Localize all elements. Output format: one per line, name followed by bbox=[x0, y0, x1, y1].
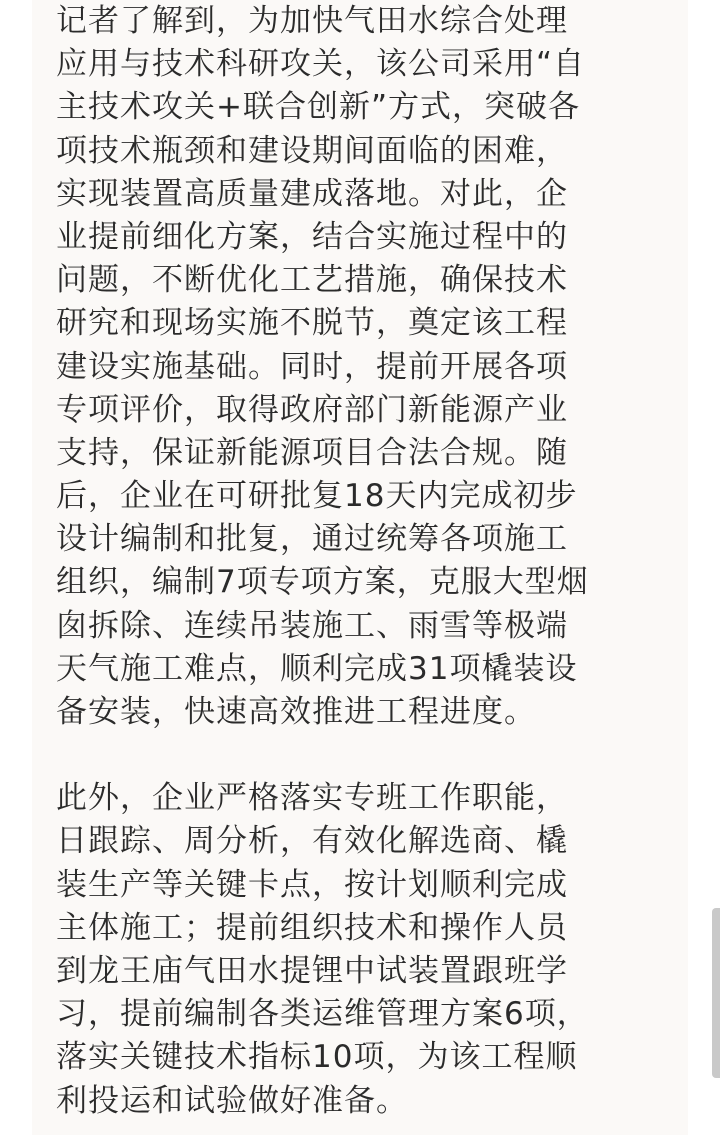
paragraph-line: 应用与技术科研攻关，该公司采用“自 bbox=[56, 46, 586, 83]
paragraph-line: 研究和现场实施不脱节，奠定该工程 bbox=[56, 305, 568, 342]
article-body bbox=[56, 0, 616, 1123]
paragraph-line: 专项评价，取得政府部门新能源产业 bbox=[56, 391, 568, 428]
scrollbar-thumb[interactable] bbox=[712, 908, 720, 1078]
paragraph-line: 建设实施基础。同时，提前开展各项 bbox=[56, 348, 568, 385]
paragraph-line: 后，企业在可研批复18天内完成初步 bbox=[56, 478, 578, 515]
paragraph-line: 主体施工；提前组织技术和操作人员 bbox=[56, 909, 568, 946]
paragraph-line: 落实关键技术指标10项，为该工程顺 bbox=[56, 1039, 578, 1076]
paragraph-line: 主技术攻关+联合创新”方式，突破各 bbox=[56, 89, 581, 126]
paragraph-line: 问题，不断优化工艺措施，确保技术 bbox=[56, 262, 568, 299]
paragraph-line: 记者了解到，为加快气田水综合处理 bbox=[56, 3, 568, 39]
paragraph-line: 设计编制和批复，通过统筹各项施工 bbox=[56, 521, 568, 558]
paragraph-line: 装生产等关键卡点，按计划顺利完成 bbox=[56, 866, 568, 903]
paragraph-line: 习，提前编制各类运维管理方案6项， bbox=[56, 996, 589, 1033]
article-paragraph-1 bbox=[56, 0, 616, 734]
paragraph-line: 支持，保证新能源项目合法合规。随 bbox=[56, 434, 568, 471]
paragraph-line: 备安装，快速高效推进工程进度。 bbox=[56, 694, 536, 730]
paragraph-line: 业提前细化方案，结合实施过程中的 bbox=[56, 218, 568, 255]
paragraph-line: 利投运和试验做好准备。 bbox=[56, 1082, 408, 1119]
paragraph-line: 日跟踪、周分析，有效化解选商、橇 bbox=[56, 823, 568, 860]
paragraph-line: 天气施工难点，顺利完成31项橇装设 bbox=[56, 650, 578, 687]
paragraph-line: 囱拆除、连续吊装施工、雨雪等极端 bbox=[56, 607, 568, 644]
paragraph-line: 项技术瓶颈和建设期间面临的困难， bbox=[56, 132, 568, 169]
paragraph-line: 此外，企业严格落实专班工作职能， bbox=[56, 780, 568, 817]
paragraph-line: 实现装置高质量建成落地。对此，企 bbox=[56, 175, 568, 212]
paragraph-line: 到龙王庙气田水提锂中试装置跟班学 bbox=[56, 952, 568, 989]
paragraph-line: 组织，编制7项专项方案，克服大型烟 bbox=[56, 564, 589, 601]
article-paragraph-2 bbox=[56, 777, 616, 1123]
